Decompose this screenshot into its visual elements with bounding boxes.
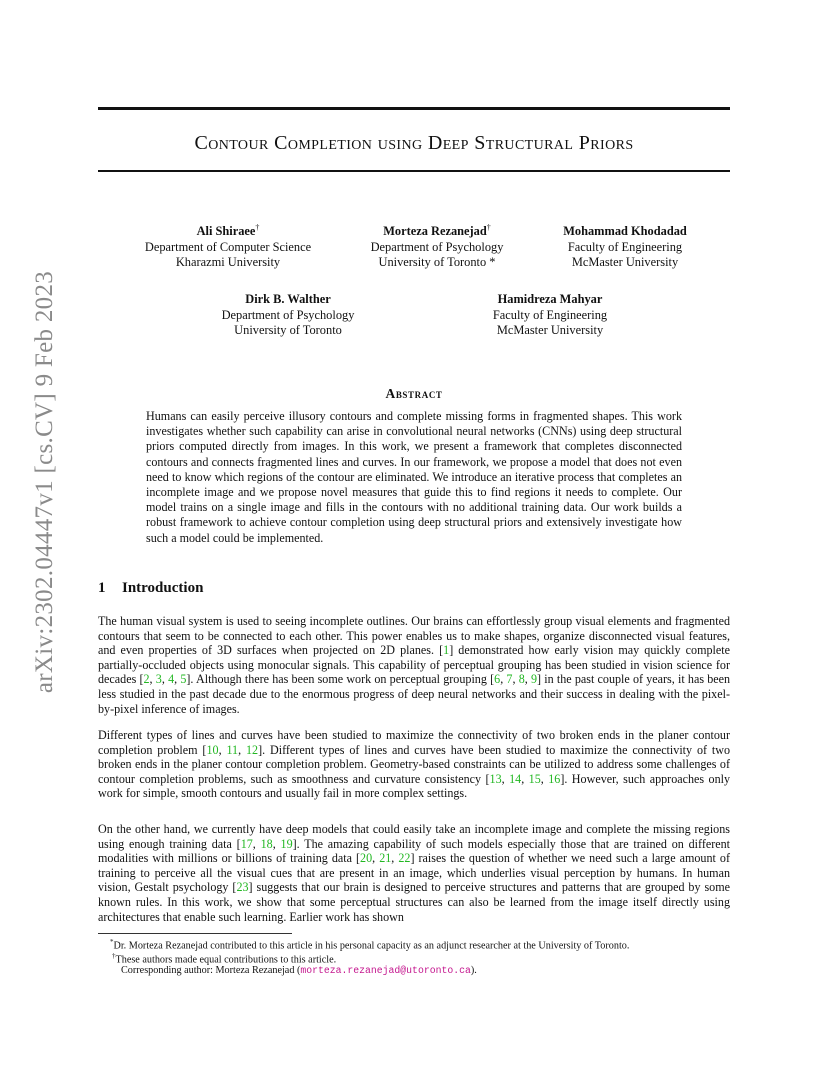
paragraph-text: ,	[252, 836, 261, 851]
author-mark: †	[255, 223, 260, 232]
author-institution: Kharazmi University	[175, 255, 281, 270]
author-affiliation: Department of Psychology	[221, 307, 355, 322]
author-block	[132, 220, 324, 271]
paragraph-text: ]. However, such approaches only work for simple, smooth contours and usually fail in more complex settings.	[98, 771, 731, 801]
citation-link[interactable]: 16	[548, 771, 561, 786]
title-rule-bottom	[98, 170, 730, 172]
paragraph-text: ]. The amazing capability of such models especially those that are trained on different modalities with millions or billions of training data [	[98, 836, 731, 866]
title-rule-top	[98, 107, 730, 110]
section-title: Introduction	[122, 580, 204, 596]
footnote-text: Dr. Morteza Rezanejad contributed to this article in his personal capacity as an adjunct researcher at the University of Toronto.	[113, 940, 630, 952]
paragraph-text: ,	[501, 771, 510, 786]
citation-link[interactable]: 21	[379, 851, 392, 866]
author-affiliation: Faculty of Engineering	[567, 239, 683, 254]
paragraph-text: ,	[540, 771, 549, 786]
paragraph-text: Different types of lines and curves have been studied to maximize the connectivity of two broken ends in the planer contour completion problem [	[98, 728, 730, 757]
paragraph-text: ,	[521, 771, 529, 786]
author-affiliation: Department of Psychology	[370, 239, 504, 254]
citation-link[interactable]: 1	[443, 643, 450, 658]
paragraph-text: ] raises the question of whether we need such a large amount of training to perceive all the visual cues that are present in an image, which underlies visual perception by humans. In human vision, Gestalt psychology [	[98, 851, 730, 895]
paragraph-text: ] in the past couple of years, it has been less studied in the past decade due to the enormous progress of deep neural networks and their success in dealing with the pixel-by-pixel inference of images.	[98, 672, 731, 716]
citation-link[interactable]: 12	[246, 742, 259, 757]
citation-link[interactable]: 9	[530, 672, 538, 687]
citation-link[interactable]: 3	[155, 672, 162, 687]
paragraph-text: ,	[174, 672, 181, 687]
paragraph-text: ,	[500, 672, 507, 687]
footnote-mark: *	[110, 938, 114, 946]
citation-link[interactable]: 2	[143, 672, 150, 687]
author-name: Dirk B. Walther	[245, 292, 331, 307]
paragraph-text: ]. Different types of lines and curves have been studied to maximize the connectivity of two broken ends in the planer contour completion problem. Geometry-based constraints can be utilized to address some challenges of contour completion problems, such as smoothness and curvature consistency [	[98, 742, 731, 786]
body-paragraph	[98, 614, 730, 716]
paragraph-text: ] demonstrated how early vision may quickly complete partially-occluded objects using monocular signals. This capability of perceptual grouping has been studied in vision science for decades [	[98, 643, 730, 687]
author-affiliation: Department of Computer Science	[144, 239, 312, 254]
paragraph-text: ,	[272, 836, 281, 851]
arxiv-identifier-stamp: arXiv:2302.04447v1 [cs.CV] 9 Feb 2023	[31, 270, 58, 694]
author-block	[340, 220, 534, 271]
author-name: Mohammad Khodadad	[563, 224, 687, 239]
author-block	[454, 288, 646, 339]
paragraph-text: ,	[161, 672, 169, 687]
citation-link[interactable]: 8	[518, 672, 525, 687]
author-institution: McMaster University	[571, 255, 679, 270]
citation-link[interactable]: 10	[206, 742, 219, 757]
paragraph-text: ,	[218, 742, 227, 757]
body-paragraph	[98, 822, 730, 924]
author-name: Ali Shiraee	[196, 224, 256, 239]
citation-link[interactable]: 6	[494, 672, 501, 687]
author-block	[192, 288, 384, 339]
author-name: Hamidreza Mahyar	[497, 292, 603, 307]
citation-link[interactable]: 17	[240, 836, 253, 851]
footnote	[121, 964, 751, 977]
paragraph-text: The human visual system is used to seeing incomplete outlines. Our brains can effortlessly group visual elements and fragmented contours that seem to be connected to each other. This power enables us to make shapes, organize disconnected visual features, and even properties of 3D surfaces when projected on 2D planes. [	[98, 614, 730, 658]
body-paragraph	[98, 728, 730, 801]
author-institution: University of Toronto	[234, 323, 342, 338]
paper-title: Contour Completion using Deep Structural Priors	[194, 132, 634, 154]
section-number: 1	[98, 580, 106, 596]
citation-link[interactable]: 7	[506, 672, 513, 687]
author-institution: University of Toronto *	[378, 255, 496, 270]
citation-link[interactable]: 14	[509, 771, 522, 786]
citation-link[interactable]: 11	[226, 742, 239, 757]
citation-link[interactable]: 5	[180, 672, 187, 687]
paragraph-text: ,	[391, 851, 399, 866]
footnote-text: ).	[470, 965, 477, 976]
author-institution: McMaster University	[496, 323, 604, 338]
author-name: Morteza Rezanejad	[383, 224, 487, 239]
footnote-mark: †	[112, 952, 116, 960]
paragraph-text: ,	[372, 851, 380, 866]
paragraph-text: ,	[149, 672, 156, 687]
footnote-rule	[98, 933, 292, 934]
citation-link[interactable]: 22	[398, 851, 411, 866]
author-mark: †	[486, 223, 491, 232]
paragraph-text: ] suggests that our brain is designed to perceive structures and patterns that are grouped by some known rules. In this work, we show that some perceptual structures can also be learned from the image itself directly using architectures that enable such learning. Earlier work has shown	[98, 880, 730, 924]
paragraph-text: On the other hand, we currently have deep models that could easily take an incomplete image and complete the missing regions using enough training data [	[98, 822, 730, 851]
paragraph-text: ]. Although there has been some work on perceptual grouping [	[186, 672, 495, 687]
footnote-text: These authors made equal contributions to this article.	[115, 954, 337, 966]
citation-link[interactable]: 13	[489, 771, 502, 786]
author-block	[530, 220, 720, 271]
citation-link[interactable]: 20	[360, 851, 373, 866]
abstract-text: Humans can easily perceive illusory contours and complete missing forms in fragmented shapes. This work investigates whether such capability can arise in convolutional neural networks (CNNs) using deep structural priors computed directly from images. In this work, we present a framework that completes disconnected contours and connects fragmented lines and curves. In our framework, we propose a model that does not even need to know which regions of the contour are eliminated. We introduce an iterative process that completes an incomplete image and we propose novel measures that guide this to find regions it needs to complete. Our model trains on a single image and fills in the contours with no additional training data. Our work builds a robust framework to achieve contour completion using deep structural priors and extensively investigate how such a model could be implemented.	[146, 409, 682, 545]
abstract-heading: Abstract	[385, 386, 443, 401]
author-affiliation: Faculty of Engineering	[492, 307, 608, 322]
corresponding-email-link[interactable]: morteza.rezanejad@utoronto.ca	[300, 965, 471, 976]
citation-link[interactable]: 23	[236, 880, 249, 895]
paragraph-text: ,	[512, 672, 519, 687]
citation-link[interactable]: 4	[168, 672, 175, 687]
citation-link[interactable]: 15	[528, 771, 541, 786]
citation-link[interactable]: 18	[260, 836, 273, 851]
footnote-text: Corresponding author: Morteza Rezanejad (	[121, 965, 301, 976]
section-heading	[98, 580, 203, 597]
paragraph-text: ,	[238, 742, 246, 757]
paragraph-text: ,	[524, 672, 531, 687]
citation-link[interactable]: 19	[280, 836, 293, 851]
